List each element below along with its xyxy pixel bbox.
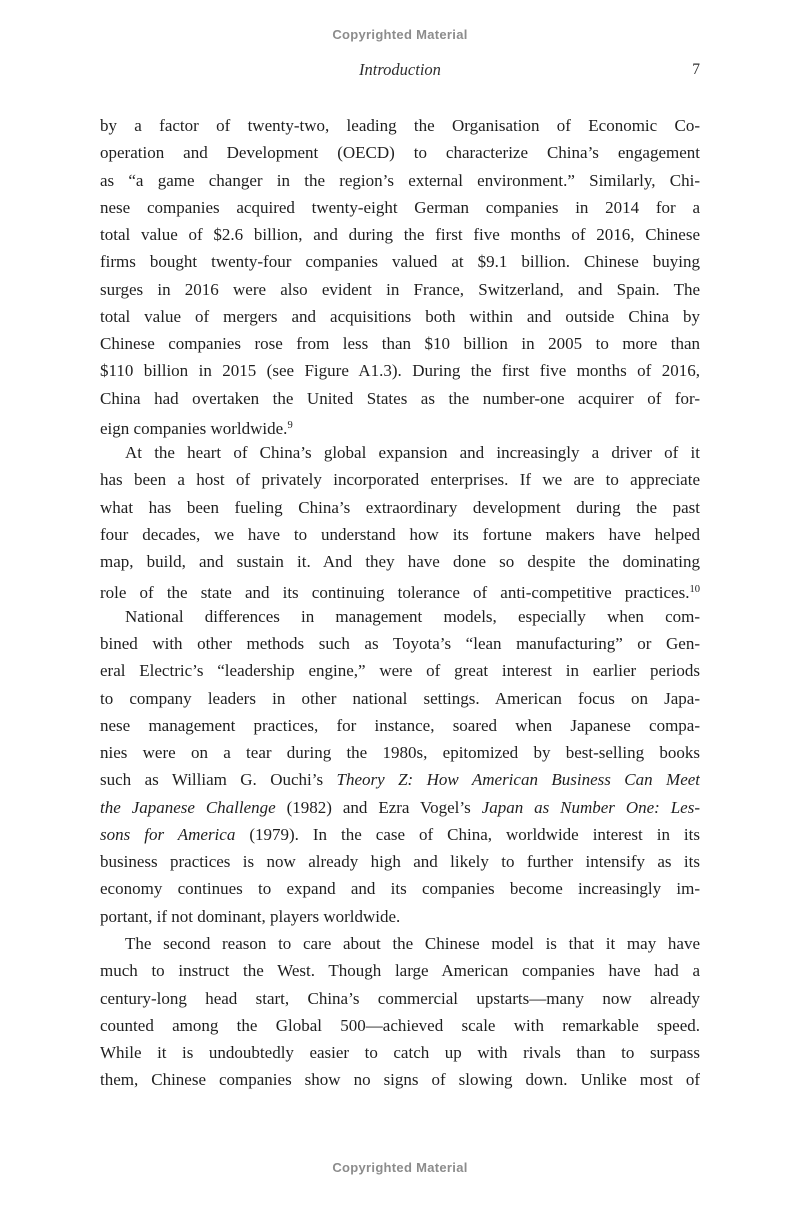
text-segment: such as William G. Ouchi’s bbox=[100, 770, 337, 790]
text-line bbox=[100, 494, 700, 521]
text-segment: much to instruct the West. Though large American companies have had a bbox=[100, 961, 700, 981]
text-segment: what has been fueling China’s extraordinary development during the past bbox=[100, 497, 700, 517]
text-line bbox=[100, 821, 700, 848]
paragraph bbox=[100, 603, 700, 930]
text-line bbox=[100, 630, 700, 657]
copyright-notice-top: Copyrighted Material bbox=[332, 27, 468, 42]
paragraph bbox=[100, 930, 700, 1094]
running-head-title: Introduction bbox=[359, 60, 441, 79]
text-segment: The second reason to care about the Chinese model is that it may have bbox=[125, 933, 700, 953]
paragraph bbox=[100, 439, 700, 603]
text-line bbox=[100, 766, 700, 793]
text-line bbox=[100, 221, 700, 248]
text-segment: operation and Development (OECD) to characterize China’s engagement bbox=[100, 143, 700, 163]
text-line bbox=[100, 576, 700, 603]
text-line bbox=[100, 385, 700, 412]
footnote-reference: 9 bbox=[287, 419, 293, 431]
text-line bbox=[100, 794, 700, 821]
text-segment: eign companies worldwide. bbox=[100, 418, 288, 438]
text-segment: bined with other methods such as Toyota’s “lean manufacturing” or Gen- bbox=[100, 634, 700, 654]
text-segment: the Japanese Challenge bbox=[100, 797, 276, 817]
text-segment: has been a host of privately incorporated enterprises. If we are to appreciate bbox=[100, 470, 700, 490]
text-segment: to company leaders in other national settings. American focus on Japa- bbox=[100, 688, 700, 708]
paragraph bbox=[100, 112, 700, 439]
text-segment: portant, if not dominant, players worldwide. bbox=[100, 906, 401, 926]
text-segment: total value of mergers and acquisitions both within and outside China by bbox=[100, 306, 700, 326]
text-segment: nese companies acquired twenty-eight German companies in 2014 for a bbox=[100, 197, 700, 217]
text-line bbox=[100, 194, 700, 221]
text-segment: them, Chinese companies show no signs of slowing down. Unlike most of bbox=[100, 1070, 700, 1090]
text-segment: $110 billion in 2015 (see Figure A1.3). During the first five months of 2016, bbox=[100, 361, 700, 381]
text-segment: (1979). In the case of China, worldwide interest in its bbox=[235, 824, 700, 844]
text-segment: Chinese companies rose from less than $10 billion in 2005 to more than bbox=[100, 334, 700, 354]
text-line bbox=[100, 848, 700, 875]
text-segment: sons for America bbox=[100, 824, 236, 844]
text-segment: surges in 2016 were also evident in France, Switzerland, and Spain. The bbox=[100, 279, 700, 299]
text-line bbox=[100, 957, 700, 984]
text-line bbox=[100, 357, 700, 384]
text-line bbox=[100, 657, 700, 684]
text-segment: by a factor of twenty-two, leading the Organisation of Economic Co- bbox=[100, 116, 700, 135]
text-line bbox=[100, 330, 700, 357]
footnote-reference: 10 bbox=[689, 583, 700, 595]
text-segment: map, build, and sustain it. And they have done so despite the dominating bbox=[100, 552, 700, 572]
text-segment: Japan as Number One: Les- bbox=[481, 797, 700, 817]
text-segment: (1982) and Ezra Vogel’s bbox=[275, 797, 482, 817]
text-line bbox=[100, 903, 700, 930]
text-segment: eral Electric’s “leadership engine,” were of great interest in earlier periods bbox=[100, 661, 700, 681]
text-line bbox=[100, 303, 700, 330]
text-segment: total value of $2.6 billion, and during the first five months of 2016, Chinese bbox=[100, 225, 700, 245]
text-line bbox=[100, 875, 700, 902]
body-text bbox=[100, 112, 700, 1094]
text-line bbox=[100, 712, 700, 739]
text-line bbox=[100, 521, 700, 548]
text-line bbox=[100, 603, 700, 630]
text-segment: four decades, we have to understand how its fortune makers have helped bbox=[100, 524, 700, 544]
copyright-notice-bottom: Copyrighted Material bbox=[332, 1160, 468, 1175]
text-segment: counted among the Global 500—achieved scale with remarkable speed. bbox=[100, 1015, 700, 1035]
text-line bbox=[100, 139, 700, 166]
page-number: 7 bbox=[692, 61, 700, 78]
text-line bbox=[100, 1012, 700, 1039]
text-segment: role of the state and its continuing tolerance of anti-competitive practices. bbox=[100, 582, 690, 602]
text-segment: nies were on a tear during the 1980s, epitomized by best-selling books bbox=[100, 743, 700, 763]
text-line bbox=[100, 248, 700, 275]
text-segment: firms bought twenty-four companies valued at $9.1 billion. Chinese buying bbox=[100, 252, 700, 272]
text-segment: century-long head start, China’s commercial upstarts—many now already bbox=[100, 988, 700, 1008]
text-line bbox=[100, 930, 700, 957]
text-line bbox=[100, 985, 700, 1012]
text-line bbox=[100, 548, 700, 575]
text-line bbox=[100, 439, 700, 466]
text-line bbox=[100, 412, 700, 439]
text-segment: Theory Z: How American Business Can Meet bbox=[336, 770, 700, 790]
text-line bbox=[100, 685, 700, 712]
text-segment: National differences in management models, especially when com- bbox=[125, 606, 700, 626]
text-segment: nese management practices, for instance, soared when Japanese compa- bbox=[100, 715, 700, 735]
text-segment: China had overtaken the United States as the number-one acquirer of for- bbox=[100, 388, 700, 408]
text-line bbox=[100, 167, 700, 194]
text-segment: as “a game changer in the region’s external environment.” Similarly, Chi- bbox=[100, 170, 700, 190]
text-segment: economy continues to expand and its companies become increasingly im- bbox=[100, 879, 700, 899]
text-line bbox=[100, 466, 700, 493]
text-line bbox=[100, 276, 700, 303]
text-line bbox=[100, 739, 700, 766]
text-line bbox=[100, 112, 700, 139]
text-segment: business practices is now already high and likely to further intensify as its bbox=[100, 852, 700, 872]
text-line bbox=[100, 1039, 700, 1066]
text-segment: While it is undoubtedly easier to catch up with rivals than to surpass bbox=[100, 1043, 700, 1063]
text-segment: At the heart of China’s global expansion and increasingly a driver of it bbox=[125, 443, 700, 463]
text-line bbox=[100, 1066, 700, 1093]
